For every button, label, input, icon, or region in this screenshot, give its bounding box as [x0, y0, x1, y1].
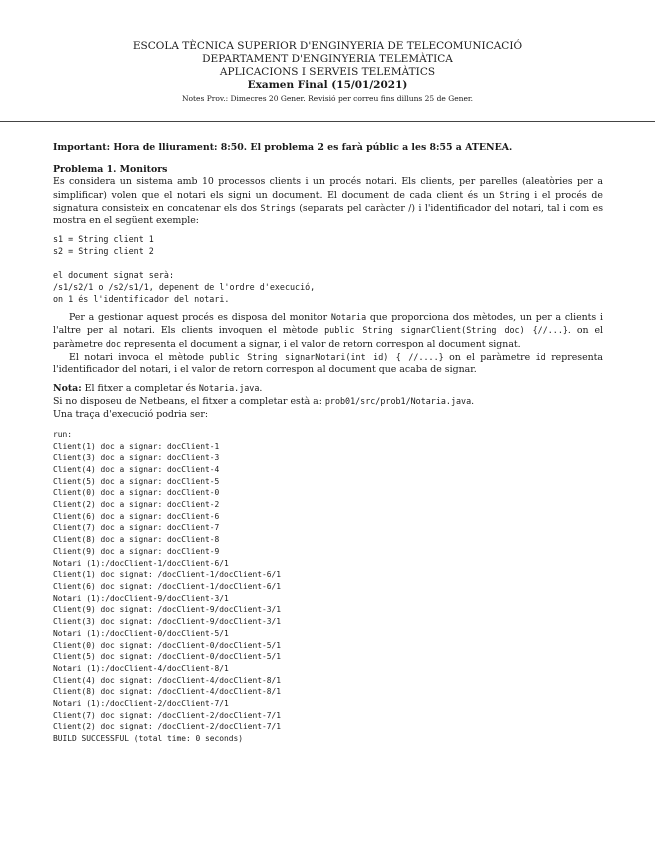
problem-title: Problema 1. Monitors [53, 164, 168, 176]
note-code-file: Notaria.java [198, 383, 260, 394]
problem-intro [53, 176, 603, 227]
p3-code-id: id [535, 351, 546, 362]
p3-text-c: representa l'identificador del notari, i el valor de retorn correspon al document que acaba de signar. [53, 351, 604, 376]
p2-code-signarclient: public String signarClient(String doc) {//...} [324, 325, 568, 336]
note2-text-b: . [471, 396, 475, 408]
intro-code-strings: Strings [260, 202, 296, 213]
note-text-a: El fitxer a completar és [81, 383, 199, 395]
execution-trace: run: Client(1) doc a signar: docClient-1 Client(3) doc a signar: docClient-3 Client(4) doc a signar: docClient-4 Client(5) doc a signar: docClient-5 Client(0) doc a signar: docClient-0 Client(2) doc a signar: docClient-2 Client(6) doc a signar: docClient-6 Client(7) doc a signar: docClient-7 Client(8) doc a signar: docClient-8 Client(9) doc a signar: docClient-9 Notari (1):/docClient-1/docClient-6/1 Client(1) doc signat: /docClient-1/docClient-6/1 Client(6) doc signat: /docClient-1/docClient-6/1 Notari (1):/docClient-9/docClient-3/1 Client(9) doc signat: /docClient-9/docClient-3/1 Client(3) doc signat: /docClient-9/docClient-3/1 Notari (1):/docClient-0/docClient-5/1 Client(0) doc signat: /docClient-0/docClient-5/1 Client(5) doc signat: /docClient-0/docClient-5/1 Notari (1):/docClient-4/docClient-8/1 Client(4) doc signat: /docClient-4/docClient-8/1 Client(8) doc signat: /docClient-4/docClient-8/1 Notari (1):/docClient-2/docClient-7/1 Client(7) doc signat: /docClient-2/docClient-7/1 Client(2) doc signat: /docClient-2/docClient-7/1 BUILD SUCCESSFUL (total time: 0 seconds) [53, 429, 282, 744]
exam-title: Examen Final (15/01/2021) [247, 79, 408, 91]
p2-text-b: que proporciona dos mètodes, un per a clients i l'altre per al notari. Els clients invoquen el mètode [53, 312, 603, 337]
p2-text-a: Per a gestionar aquest procés es disposa del monitor [69, 312, 331, 324]
note2-code-path: prob01/src/prob1/Notaria.java [324, 396, 472, 407]
document-header [0, 40, 655, 105]
course-name: APLICACIONS I SERVEIS TELEMÀTICS [219, 66, 436, 78]
header-divider [0, 121, 655, 122]
intro-text-c: (separats pel caràcter /) i l'identificador del notari, tal i com es mostra en el següent exemple: [53, 202, 604, 227]
school-name: ESCOLA TÈCNICA SUPERIOR D'ENGINYERIA DE TELECOMUNICACIÓ [132, 40, 523, 52]
p2-code-notaria: Notaria [330, 312, 367, 323]
monitor-description [53, 311, 603, 351]
grades-note: Notes Prov.: Dimecres 20 Gener. Revisió per correu fins dilluns 25 de Gener. [181, 94, 474, 103]
p3-code-signarnotari: public String signarNotari(int id) { //....} [209, 351, 444, 362]
p2-text-d: representa el document a signar, i el valor de retorn correspon al document signat. [121, 338, 521, 350]
trace-intro: Una traça d'execució podria ser: [53, 408, 208, 420]
intro-text-a: Es considera un sistema amb 10 processos clients i un procés notari. Els clients, per parelles (aleatòries per a simplificar) volen que el notari els signi un document. El document de cada client és un [53, 176, 603, 201]
p3-text-b: on el paràmetre [443, 351, 536, 363]
department-name: DEPARTAMENT D'ENGINYERIA TELEMÀTICA [202, 53, 453, 65]
note-label: Nota: [53, 383, 82, 395]
intro-code-string: String [499, 189, 530, 200]
note-text-b: . [259, 383, 263, 395]
p3-text-a: El notari invoca el mètode [69, 351, 210, 363]
p2-text-c: . on el paràmetre [53, 325, 604, 350]
exam-content [53, 142, 603, 745]
note2-text-a: Si no disposeu de Netbeans, el fitxer a completar està a: [53, 396, 325, 408]
intro-text-b: i el procés de signatura consisteix en concatenar els dos [53, 189, 603, 214]
example-code-block: s1 = String client 1 s2 = String client 2 el document signat serà: /s1/s2/1 o /s2/s1/1, depenent de l'ordre d'execució, on 1 és l'identificador del notari. [53, 234, 316, 305]
note-file [53, 382, 603, 395]
note-path [53, 395, 603, 408]
notari-description [53, 351, 603, 376]
p2-code-doc: doc [105, 338, 122, 349]
important-notice: Important: Hora de lliurament: 8:50. El problema 2 es farà públic a les 8:55 a ATENEA. [53, 142, 513, 153]
